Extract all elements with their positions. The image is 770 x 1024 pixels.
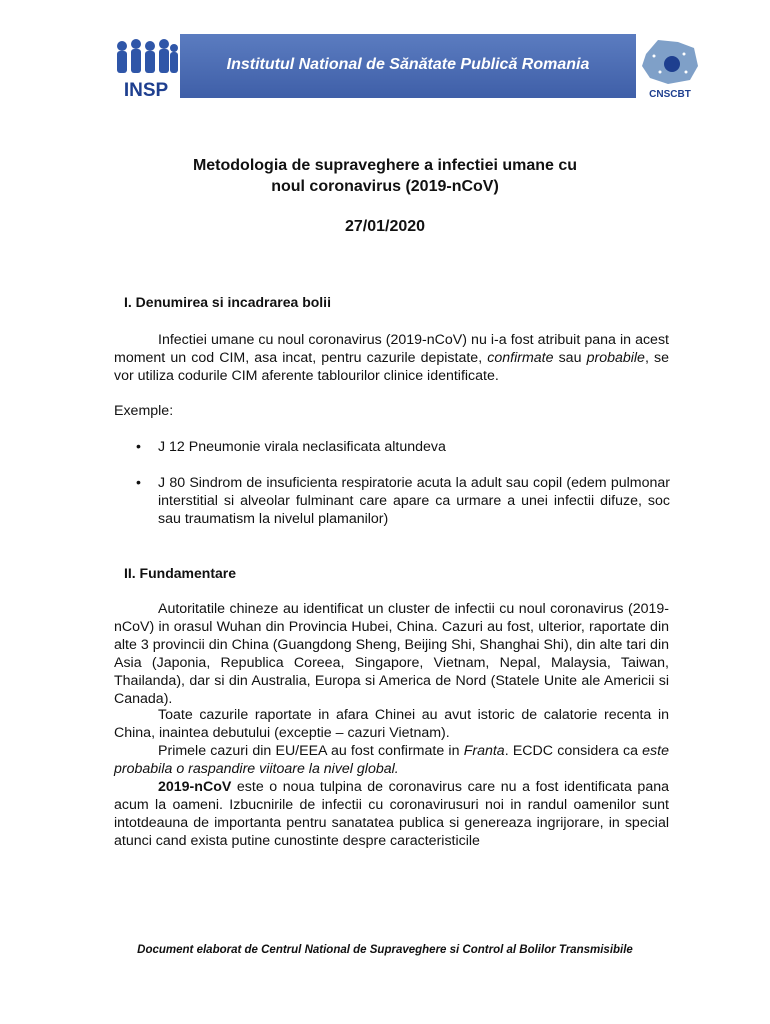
- list-item: [136, 438, 670, 456]
- insp-logo: [112, 34, 180, 100]
- document-header: [112, 34, 702, 100]
- section2-paragraph-1: Autoritatile chineze au identificat un cluster de infectii cu noul coronavirus (2019-nCoV) in orasul Wuhan din Provincia Hubei, China. Cazuri au fost, ulterior, raportate din alte 3 provincii din China (Guangdong Sheng, Beijing Shi, Shanghai Shi), din alte tari din Asia (Japonia, Republica Coreea, Singapore, Vietnam, Nepal, Malaysia, Taiwan, Thailanda), dar si din Australia, Europa si America de Nord (Statele Unite ale Americii si Canada).: [114, 601, 669, 707]
- emphasis-global: este probabila o raspandire viitoare la nivel global.: [114, 743, 669, 777]
- list-item: [136, 474, 670, 528]
- bullet-icon: •: [136, 475, 141, 491]
- text-run: sau: [553, 350, 587, 366]
- list-item-text: J 12 Pneumonie virala neclasificata altundeva: [158, 439, 446, 455]
- text-run: , se vor utiliza codurile CIM aferente tablourilor clinice identificate.: [114, 350, 669, 384]
- emphasis-probabile: probabile: [586, 350, 645, 366]
- text-run: Infectiei umane cu noul coronavirus (2019-nCoV) nu i-a fost atribuit pana in acest moment un cod CIM, asa incat, pentru cazurile depistate,: [114, 332, 669, 366]
- title-line-1: Metodologia de supraveghere a infectiei umane cu: [192, 157, 578, 174]
- list-item-text: J 80 Sindrom de insuficienta respiratorie acuta la adult sau copil (edem pulmonar interstitial si alveolar fulminant care apare ca urmare a unei infectii difuze, soc sau traumatism la nivelul plamanilor): [158, 475, 670, 527]
- section-heading-2: II. Fundamentare: [124, 565, 237, 581]
- institute-banner: [180, 34, 636, 98]
- text-run: Primele cazuri din EU/EEA au fost confirmate in: [158, 743, 464, 759]
- bold-virus-name: 2019-nCoV: [158, 779, 232, 795]
- text-run: . ECDC considera ca: [504, 743, 643, 759]
- bullet-icon: •: [136, 439, 141, 455]
- examples-label: Exemple:: [114, 403, 174, 419]
- cnscbt-logo: [638, 34, 702, 100]
- document-footer: Document elaborat de Centrul National de Supraveghere si Control al Bolilor Transmisibile: [137, 944, 633, 956]
- section2-paragraph-4: [114, 778, 669, 850]
- document-date: 27/01/2020: [344, 218, 426, 235]
- text-run: este o noua tulpina de coronavirus care nu a fost identificata pana acum la oameni. Izbucnirile de infectii cu coronavirusuri noi in randul oamenilor sunt intotdeauna de importanta pentru sanatatea publica si genereaza ingrijorare, in special atunci cand exista putine cunostinte despre caracteristicile: [114, 779, 669, 849]
- emphasis-confirmate: confirmate: [487, 350, 554, 366]
- emphasis-franta: Franta: [463, 743, 505, 759]
- section2-paragraph-3: [114, 742, 669, 778]
- svg-text:CNSCBT: CNSCBT: [649, 89, 691, 100]
- title-line-2: noul coronavirus (2019-nCoV): [271, 178, 499, 195]
- document-title: [0, 155, 770, 197]
- section-heading-1: I. Denumirea si incadrarea bolii: [124, 294, 331, 310]
- section2-paragraph-2: Toate cazurile raportate in afara Chinei au avut istoric de calatorie recenta in China, inaintea debutului (exceptie – cazuri Vietnam).: [114, 707, 669, 741]
- section1-paragraph: [114, 331, 669, 385]
- institute-name: Institutul National de Sănătate Publică Romania: [226, 56, 590, 73]
- svg-text:INSP: INSP: [123, 80, 169, 100]
